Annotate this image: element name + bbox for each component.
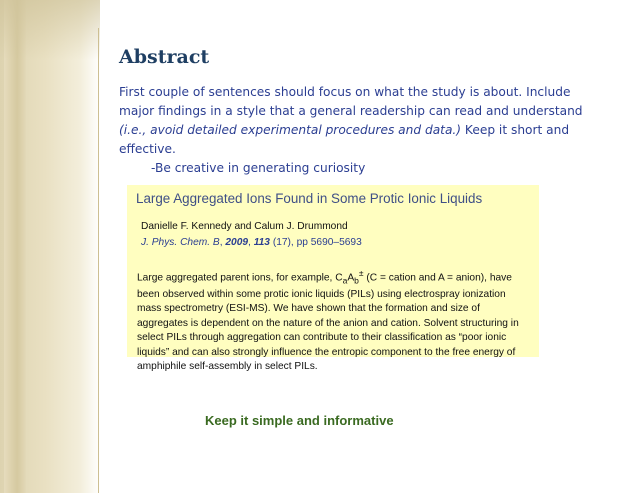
journal-name: J. Phys. Chem. B	[141, 237, 220, 248]
paper-abstract-text	[137, 266, 532, 375]
paper-authors: Danielle F. Kennedy and Calum J. Drummond	[141, 221, 348, 232]
abstract-part-3: (C = cation and A = anion), have been observed within some protic ionic liquids (PILs) using electrospray ionization mass spectrometry (ESI-MS). We have shown that the formation and size of aggregates is dependent on the nature of the anion and cation. Solvent structuring in select PILs through aggregation can contribute to their classification as “poor ionic liquids” and can also strongly influence the entropic component to the free energy of amphiphile self-assembly in select PILs.	[137, 272, 519, 373]
journal-volume: 113	[253, 237, 270, 248]
sidebar-divider	[98, 28, 99, 493]
formula-subscript-a: a	[342, 275, 348, 286]
intro-line-2: major findings in a style that a general readership can read and understand	[119, 104, 583, 118]
intro-line-3-rest: Keep it short and	[461, 123, 570, 137]
abstract-part-1: Large aggregated parent ions, for example, C	[137, 272, 343, 284]
journal-issue-pages: (17), pp 5690–5693	[272, 237, 362, 248]
paper-abstract-box	[127, 185, 539, 373]
paper-title: Large Aggregated Ions Found in Some Protic Ionic Liquids	[136, 191, 483, 206]
intro-text	[119, 83, 589, 178]
decorative-sidebar	[0, 0, 100, 493]
formula-charge: ±	[358, 268, 364, 278]
intro-tip: -Be creative in generating curiosity	[151, 161, 366, 175]
journal-year: 2009	[225, 237, 249, 248]
slide-title: Abstract	[119, 46, 210, 68]
abstract-part-2: A	[347, 272, 355, 284]
conclusion-text: Keep it simple and informative	[205, 413, 394, 428]
corner-decoration	[0, 0, 100, 60]
intro-line-3-italic: (i.e., avoid detailed experimental procedures and data.)	[119, 123, 462, 137]
sidebar-strip	[4, 0, 26, 493]
paper-citation: J. Phys. Chem. B, 2009, 113 (17), pp 5690–5693	[141, 237, 362, 248]
formula-subscript-b: b	[354, 275, 359, 286]
intro-line-4: effective.	[119, 142, 176, 156]
intro-line-1: First couple of sentences should focus on what the study is about. Include	[119, 85, 571, 99]
